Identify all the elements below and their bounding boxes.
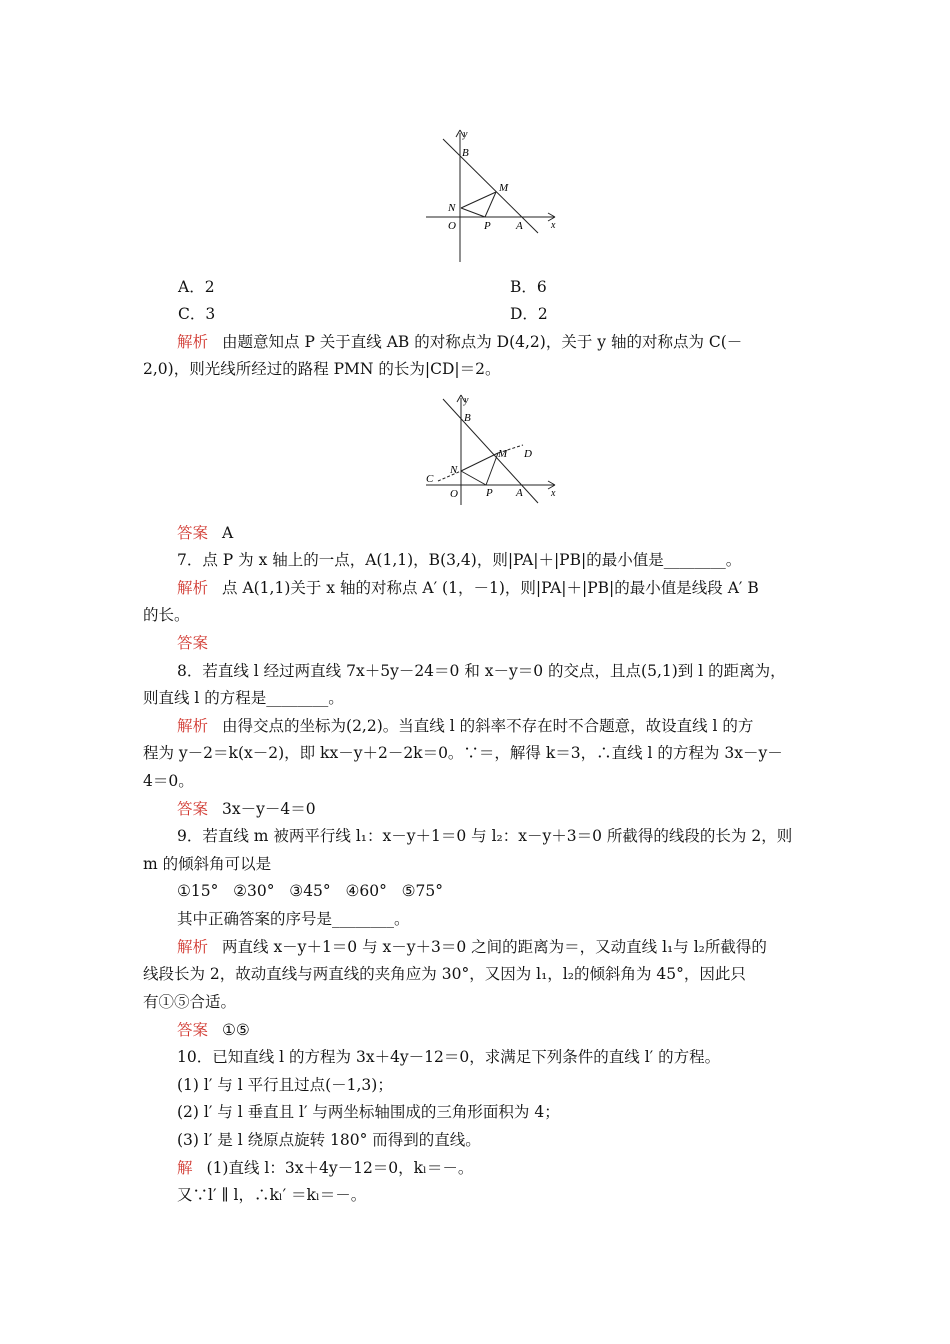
q10-solution-line2: 又∵l′ ∥ l，∴kₗ′ ＝kₗ＝－。 [177, 1186, 367, 1204]
q8-question-line2: 则直线 l 的方程是________。 [143, 689, 344, 707]
q6-analysis-line1: 解析 由题意知点 P 关于直线 AB 的对称点为 D(4,2)，关于 y 轴的对称点为 C(－ [177, 333, 743, 351]
label-d: D [524, 448, 532, 460]
option-c: C．3 [178, 305, 216, 323]
q9-question-line3: 其中正确答案的序号是________。 [177, 910, 410, 928]
label-o: O [448, 220, 456, 232]
q7-analysis-line1: 解析 点 A(1,1)关于 x 轴的对称点 A′ (1，－1)，则|PA|＋|PB|的最小值是线段 A′ B [177, 579, 759, 597]
figure-2 [418, 393, 563, 508]
q8-answer: 答案 3x－y－4＝0 [177, 800, 316, 818]
figure-1 [418, 125, 563, 267]
option-b: B．6 [510, 278, 547, 296]
q7-answer: 答案 [177, 634, 209, 652]
q8-analysis-line1: 解析 由得交点的坐标为(2,2)。当直线 l 的斜率不存在时不合题意，故设直线 l 的方 [177, 717, 754, 735]
ray-mn [461, 192, 496, 208]
label-x: x [551, 220, 556, 231]
q9-question-line1: 9．若直线 m 被两平行线 l₁：x－y＋1＝0 与 l₂：x－y＋3＝0 所截得的线段的长为 2，则 [177, 827, 793, 845]
label-b: B [464, 412, 471, 424]
q8-analysis-line2: 程为 y－2＝k(x－2)，即 kx－y＋2－2k＝0。∵＝，解得 k＝3，∴直线 l 的方程为 3x－y－ [143, 744, 783, 762]
label-m: M [498, 448, 508, 460]
q8-analysis-line3: 4＝0。 [143, 772, 194, 790]
q10-question: 10．已知直线 l 的方程为 3x＋4y－12＝0，求满足下列条件的直线 l′ 的方程。 [177, 1048, 721, 1066]
q7-question: 7．点 P 为 x 轴上的一点，A(1,1)，B(3,4)，则|PA|＋|PB|的最小值是________。 [177, 551, 742, 569]
option-a: A．2 [178, 278, 215, 296]
label-a: A [516, 220, 523, 232]
q10-solution-line1: 解 (1)直线 l：3x＋4y－12＝0，kₗ＝－。 [177, 1159, 474, 1177]
label-o: O [450, 488, 458, 500]
q9-answer: 答案 ①⑤ [177, 1021, 250, 1039]
option-d: D．2 [510, 305, 548, 323]
q10-condition-2: (2) l′ 与 l 垂直且 l′ 与两坐标轴围成的三角形面积为 4； [177, 1103, 560, 1121]
label-p: P [484, 220, 491, 232]
q8-question-line1: 8．若直线 l 经过两直线 7x＋5y－24＝0 和 x－y＝0 的交点，且点(5,1)到 l 的距离为， [177, 662, 786, 680]
label-y: y [463, 129, 468, 140]
q6-analysis-line2: 2,0)，则光线所经过的路程 PMN 的长为|CD|＝2。 [143, 360, 501, 378]
q6-answer: 答案 A [177, 524, 234, 542]
line-ab [443, 139, 538, 233]
label-m: M [499, 182, 509, 194]
analysis-tag: 解析 [177, 333, 209, 351]
q9-analysis-line3: 有①⑤合适。 [143, 993, 237, 1011]
q10-condition-1: (1) l′ 与 l 平行且过点(－1,3)； [177, 1076, 393, 1094]
q9-analysis-line1: 解析 两直线 x－y＋1＝0 与 x－y＋3＝0 之间的距离为＝，又动直线 l₁与 l₂所截得的 [177, 938, 767, 956]
label-n: N [448, 202, 456, 214]
q9-choices: ①15° ②30° ③45° ④60° ⑤75° [177, 882, 443, 900]
label-p: P [486, 487, 493, 499]
label-n: N [450, 464, 458, 476]
q10-condition-3: (3) l′ 是 l 绕原点旋转 180° 而得到的直线。 [177, 1131, 481, 1149]
label-y: y [464, 395, 469, 406]
label-a: A [516, 487, 523, 499]
label-x: x [551, 488, 556, 499]
q9-analysis-line2: 线段长为 2，故动直线与两直线的夹角应为 30°，又因为 l₁，l₂的倾斜角为 45°，因此只 [143, 965, 746, 983]
q9-question-line2: m 的倾斜角可以是 [143, 855, 272, 873]
q7-analysis-line2: 的长。 [143, 606, 190, 624]
label-c: C [426, 473, 434, 485]
label-b: B [462, 147, 469, 159]
